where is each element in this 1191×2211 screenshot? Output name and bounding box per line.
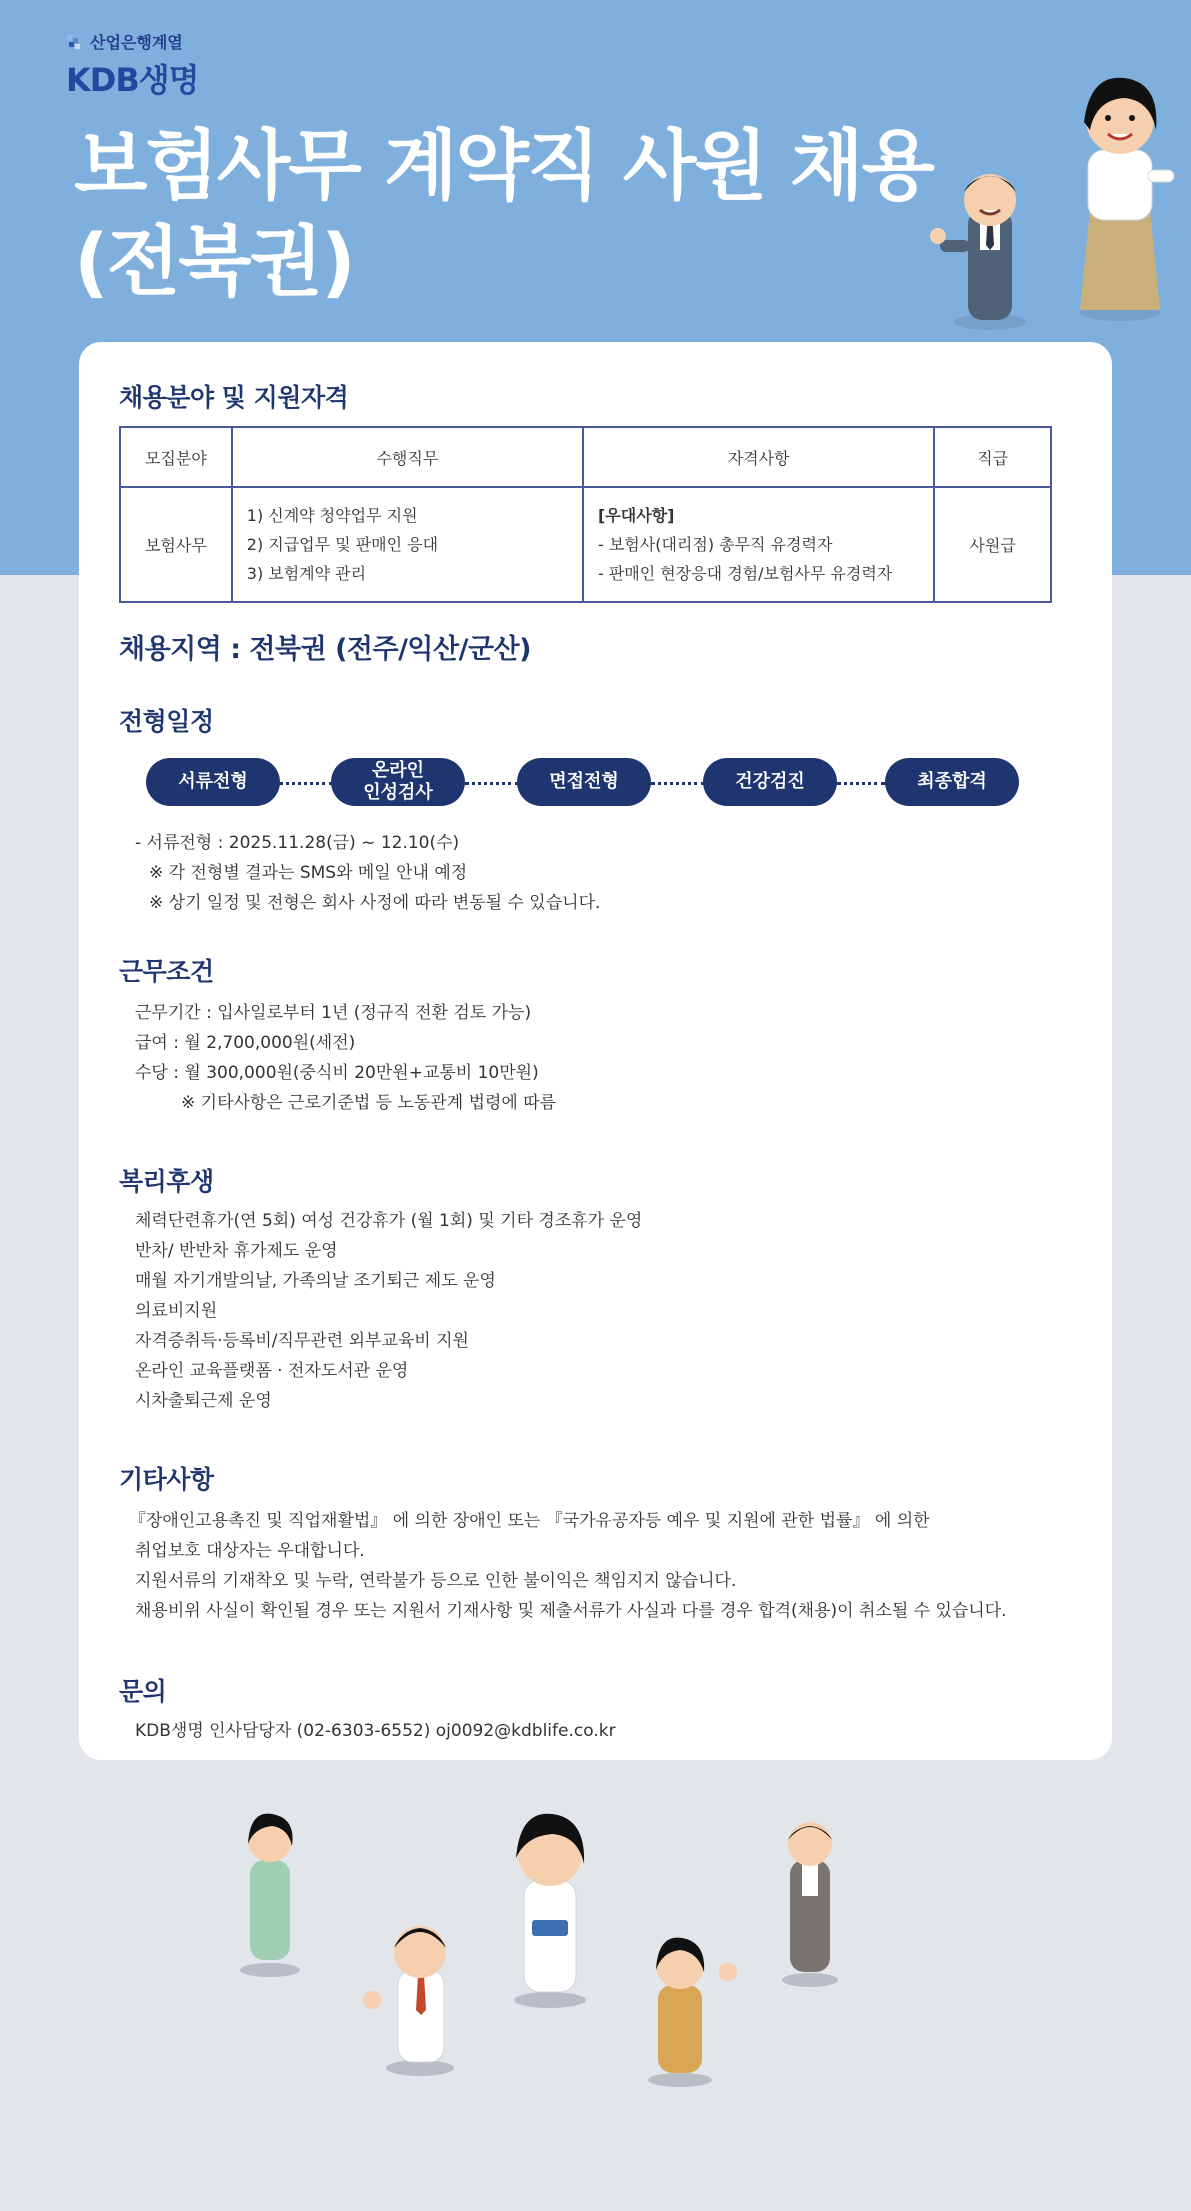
schedule-details: [119, 828, 1079, 918]
kdb-mark-icon: [66, 33, 84, 51]
welfare-item: 온라인 교육플랫폼 · 전자도서관 운영: [135, 1361, 409, 1381]
content-card: [79, 342, 1112, 1760]
company-logo: [66, 30, 199, 101]
process-step-interview: 면접전형: [517, 758, 651, 806]
etc-item: 취업보호 대상자는 우대합니다.: [135, 1541, 365, 1561]
conditions-list: [119, 998, 1079, 1118]
process-connector: [837, 782, 885, 785]
qualification-item: - 보험사(대리점) 총무직 유경력자: [597, 535, 833, 554]
welfare-item: 시차출퇴근제 운영: [135, 1391, 272, 1411]
etc-item: 『장애인고용촉진 및 직업재활법』 에 의한 장애인 또는 『국가유공자등 예우 및 지원에 관한 법률』 에 의한: [129, 1511, 930, 1531]
page-title: [74, 118, 933, 310]
condition-note: ※ 기타사항은 근로기준법 등 노동관계 법령에 따름: [181, 1093, 557, 1113]
duty-item: 3) 보험계약 관리: [246, 564, 367, 583]
welfare-item: 체력단련휴가(연 5회) 여성 건강휴가 (월 1회) 및 기타 경조휴가 운영: [135, 1211, 643, 1231]
title-line-1: 보험사무 계약직 사원 채용: [74, 121, 933, 210]
welfare-list: [119, 1206, 1079, 1416]
etc-item: 지원서류의 기재착오 및 누락, 연락불가 등으로 인한 불이익은 책임지지 않습니다.: [135, 1571, 737, 1591]
process-step-final: 최종합격: [885, 758, 1019, 806]
cell-duties: [232, 487, 583, 602]
contact-text: KDB생명 인사담당자 (02-6303-6552) oj0092@kdblife.co.kr: [135, 1721, 616, 1741]
recruit-table: [119, 426, 1052, 603]
condition-item: 급여 : 월 2,700,000원(세전): [135, 1033, 356, 1053]
section-title-contact: 문의: [119, 1677, 167, 1706]
welfare-item: 반차/ 반반차 휴가제도 운영: [135, 1241, 338, 1261]
etc-item: 채용비위 사실이 확인될 경우 또는 지원서 기재사항 및 제출서류가 사실과 다를 경우 합격(채용)이 취소될 수 있습니다.: [135, 1601, 1007, 1621]
table-header-qualification: 자격사항: [583, 427, 934, 487]
schedule-line: - 서류전형 : 2025.11.28(금) ~ 12.10(수): [135, 833, 460, 853]
process-step-online-test: 온라인 인성검사: [331, 758, 465, 806]
process-step-health-check: 건강검진: [703, 758, 837, 806]
welfare-item: 자격증취득·등록비/직무관련 외부교육비 지원: [135, 1331, 469, 1351]
cell-qualification: [583, 487, 934, 602]
logo-subtitle: 산업은행계열: [90, 33, 183, 52]
condition-item: 수당 : 월 300,000원(중식비 20만원+교통비 10만원): [135, 1063, 539, 1083]
section-title-recruit: 채용분야 및 지원자격: [119, 383, 349, 412]
process-step-documents: 서류전형: [146, 758, 280, 806]
table-header-field: 모집분야: [120, 427, 232, 487]
section-title-region: 채용지역 : 전북권 (전주/익산/군산): [119, 634, 531, 665]
section-title-schedule: 전형일정: [119, 707, 214, 736]
etc-list: [119, 1506, 1079, 1626]
schedule-note: ※ 각 전형별 결과는 SMS와 메일 안내 예정: [149, 863, 468, 883]
process-connector: [651, 782, 705, 785]
welfare-item: 매월 자기개발의날, 가족의날 조기퇴근 제도 운영: [135, 1271, 496, 1291]
office-workers-bottom-illustration: [220, 1800, 840, 2100]
qualification-title: [우대사항]: [597, 506, 675, 525]
office-workers-top-illustration: [920, 60, 1180, 340]
schedule-note: ※ 상기 일정 및 전형은 회사 사정에 따라 변동될 수 있습니다.: [149, 893, 601, 913]
qualification-item: - 판매인 현장응대 경험/보험사무 유경력자: [597, 564, 893, 583]
section-title-etc: 기타사항: [119, 1465, 214, 1494]
condition-item: 근무기간 : 입사일로부터 1년 (정규직 전환 검토 가능): [135, 1003, 532, 1023]
title-line-2: (전북권): [74, 217, 354, 306]
table-header-grade: 직급: [934, 427, 1051, 487]
section-title-welfare: 복리후생: [119, 1167, 214, 1196]
table-header-duties: 수행직무: [232, 427, 583, 487]
cell-field: 보험사무: [120, 487, 232, 602]
process-connector: [279, 782, 333, 785]
welfare-item: 의료비지원: [135, 1301, 218, 1321]
duty-item: 1) 신계약 청약업무 지원: [246, 506, 418, 525]
process-connector: [465, 782, 519, 785]
process-flow: [119, 758, 1052, 816]
table-row: [120, 487, 1051, 602]
duty-item: 2) 지급업무 및 판매인 응대: [246, 535, 439, 554]
logo-name: KDB생명: [66, 61, 199, 99]
section-title-conditions: 근무조건: [119, 957, 214, 986]
contact-info: [119, 1716, 1079, 1746]
cell-grade: 사원급: [934, 487, 1051, 602]
